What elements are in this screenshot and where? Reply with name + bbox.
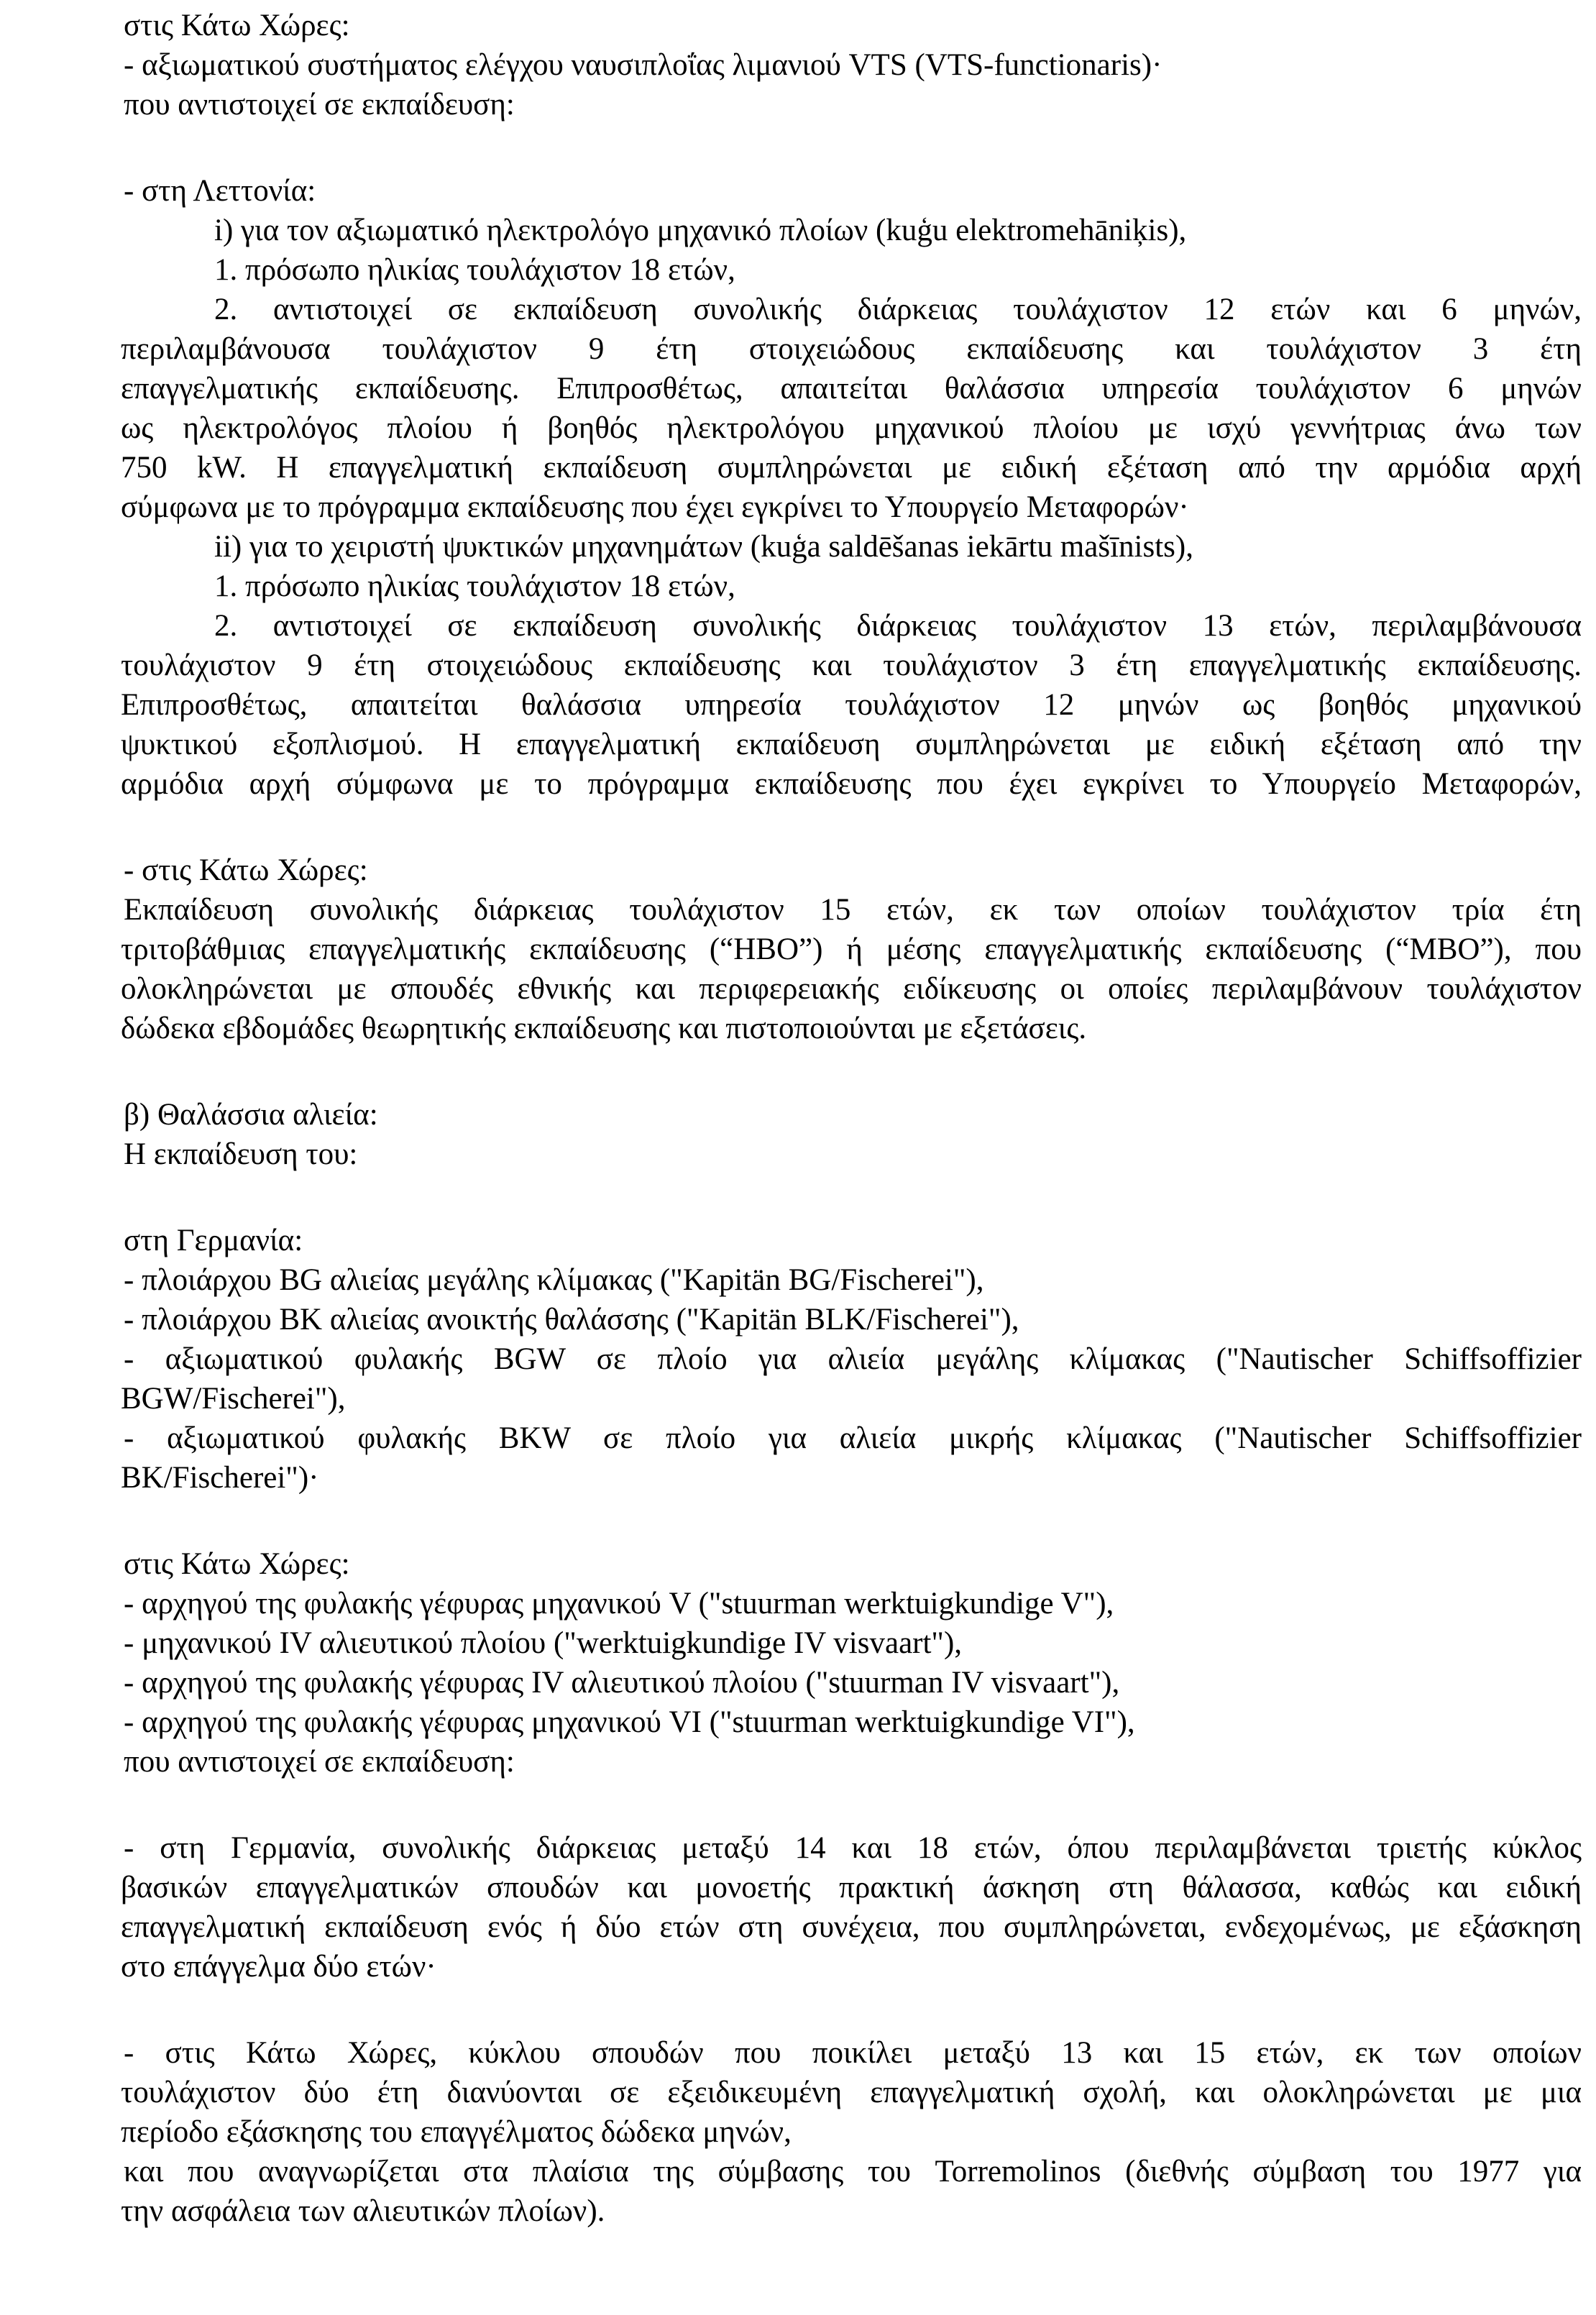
text-line: - αξιωματικού συστήματος ελέγχου ναυσιπλοΐας λιμανιού VTS (VTS-functionaris)· [124,48,1162,82]
text-line: - μηχανικού IV αλιευτικού πλοίου ("werktuigkundige IV visvaart"), [124,1626,963,1660]
text-line: - στη Γερμανία, συνολικής διάρκειας μεταξύ 14 και 18 ετών, όπου περιλαμβάνεται τριετής κύκλος [124,1831,1582,1865]
text-line: τουλάχιστον δύο έτη διανύονται σε εξειδικευμένη επαγγελματική σχολή, και ολοκληρώνεται με μια [121,2076,1582,2109]
text-line: ψυκτικού εξοπλισμού. Η επαγγελματική εκπαίδευση συμπληρώνεται με ειδική εξέταση από την [121,728,1582,761]
text-line: και που αναγνωρίζεται στα πλαίσια της σύμβασης του Torremolinos (διεθνής σύμβαση του 1977 για [124,2155,1582,2188]
text-line: - στη Λεττονία: [124,174,316,208]
text-line: σύμφωνα με το πρόγραμμα εκπαίδευσης που έχει εγκρίνει το Υπουργείο Μεταφορών· [121,490,1189,524]
text-line: Εκπαίδευση συνολικής διάρκειας τουλάχιστον 15 ετών, εκ των οποίων τουλάχιστον τρία έτη [124,893,1582,927]
text-line: i) για τον αξιωματικό ηλεκτρολόγο μηχανικό πλοίων (kuģu elektromehāniķis), [214,214,1187,247]
text-line: δώδεκα εβδομάδες θεωρητικής εκπαίδευσης και πιστοποιούνται με εξετάσεις. [121,1012,1087,1045]
text-line: ολοκληρώνεται με σπουδές εθνικής και περιφερειακής ειδίκευσης οι οποίες περιλαμβάνουν τουλάχιστον [121,972,1582,1006]
text-line: Η εκπαίδευση του: [124,1137,358,1171]
text-line: - αξιωματικού φυλακής BKW σε πλοίο για αλιεία μικρής κλίμακας ("Nautischer Schiffsoffizier [124,1421,1582,1455]
text-line: - αξιωματικού φυλακής BGW σε πλοίο για αλιεία μεγάλης κλίμακας ("Nautischer Schiffsoffizier [124,1342,1582,1376]
text-line: 750 kW. Η επαγγελματική εκπαίδευση συμπληρώνεται με ειδική εξέταση από την αρμόδια αρχή [121,451,1582,485]
text-line: επαγγελματικής εκπαίδευσης. Επιπροσθέτως, απαιτείται θαλάσσια υπηρεσία τουλάχιστον 6 μηνών [121,372,1582,405]
text-line: - αρχηγού της φυλακής γέφυρας IV αλιευτικού πλοίου ("stuurman IV visvaart"), [124,1666,1120,1700]
text-line: βασικών επαγγελματικών σπουδών και μονοετής πρακτική άσκηση στη θάλασσα, καθώς και ειδική [121,1871,1582,1904]
text-line: 2. αντιστοιχεί σε εκπαίδευση συνολικής διάρκειας τουλάχιστον 13 ετών, περιλαμβάνουσα [214,609,1582,643]
text-line: Επιπροσθέτως, απαιτείται θαλάσσια υπηρεσία τουλάχιστον 12 μηνών ως βοηθός μηχανικού [121,688,1582,722]
text-line: - στις Κάτω Χώρες, κύκλου σπουδών που ποικίλει μεταξύ 13 και 15 ετών, εκ των οποίων [124,2036,1582,2070]
text-line: BK/Fischerei")· [121,1461,319,1495]
text-line: - πλοιάρχου BG αλιείας μεγάλης κλίμακας ("Kapitän BG/Fischerei"), [124,1263,984,1297]
text-line: στο επάγγελμα δύο ετών· [121,1950,436,1984]
text-line: τουλάχιστον 9 έτη στοιχειώδους εκπαίδευσης και τουλάχιστον 3 έτη επαγγελματικής εκπαίδευσης. [121,648,1582,682]
section-heading: β) Θαλάσσια αλιεία: [124,1098,378,1132]
text-line: - αρχηγού της φυλακής γέφυρας μηχανικού VI ("stuurman werktuigkundige VI"), [124,1705,1135,1739]
text-line: BGW/Fischerei"), [121,1382,346,1416]
text-line: περιλαμβάνουσα τουλάχιστον 9 έτη στοιχειώδους εκπαίδευσης και τουλάχιστον 3 έτη [121,332,1582,366]
text-line: 1. πρόσωπο ηλικίας τουλάχιστον 18 ετών, [214,569,735,603]
text-line: - αρχηγού της φυλακής γέφυρας μηχανικού V ("stuurman werktuigkundige V"), [124,1587,1114,1621]
text-line: ii) για το χειριστή ψυκτικών μηχανημάτων (kuģa saldēšanas iekārtu mašīnists), [214,530,1193,564]
text-line: στις Κάτω Χώρες: [124,9,350,42]
text-line: - στις Κάτω Χώρες: [124,853,368,887]
text-line: 1. πρόσωπο ηλικίας τουλάχιστον 18 ετών, [214,253,735,287]
text-line: επαγγελματική εκπαίδευση ενός ή δύο ετών στη συνέχεια, που συμπληρώνεται, ενδεχομένως, με εξάσκηση [121,1910,1582,1944]
text-line: περίοδο εξάσκησης του επαγγέλματος δώδεκα μηνών, [121,2115,792,2149]
text-line: στις Κάτω Χώρες: [124,1547,350,1581]
text-line: τριτοβάθμιας επαγγελματικής εκπαίδευσης (“HBO”) ή μέσης επαγγελματικής εκπαίδευσης (“MBO”), που [121,932,1582,966]
text-line: - πλοιάρχου BK αλιείας ανοικτής θαλάσσης ("Kapitän BLK/Fischerei"), [124,1303,1019,1337]
text-line: στη Γερμανία: [124,1224,303,1257]
text-line: που αντιστοιχεί σε εκπαίδευση: [124,88,515,122]
text-line: που αντιστοιχεί σε εκπαίδευση: [124,1745,515,1779]
text-line: ως ηλεκτρολόγος πλοίου ή βοηθός ηλεκτρολόγου μηχανικού πλοίου με ισχύ γεννήτριας άνω των [121,411,1582,445]
text-line: την ασφάλεια των αλιευτικών πλοίων). [121,2194,605,2228]
text-line: 2. αντιστοιχεί σε εκπαίδευση συνολικής διάρκειας τουλάχιστον 12 ετών και 6 μηνών, [214,293,1582,326]
text-line: αρμόδια αρχή σύμφωνα με το πρόγραμμα εκπαίδευσης που έχει εγκρίνει το Υπουργείο Μεταφορών, [121,767,1582,801]
